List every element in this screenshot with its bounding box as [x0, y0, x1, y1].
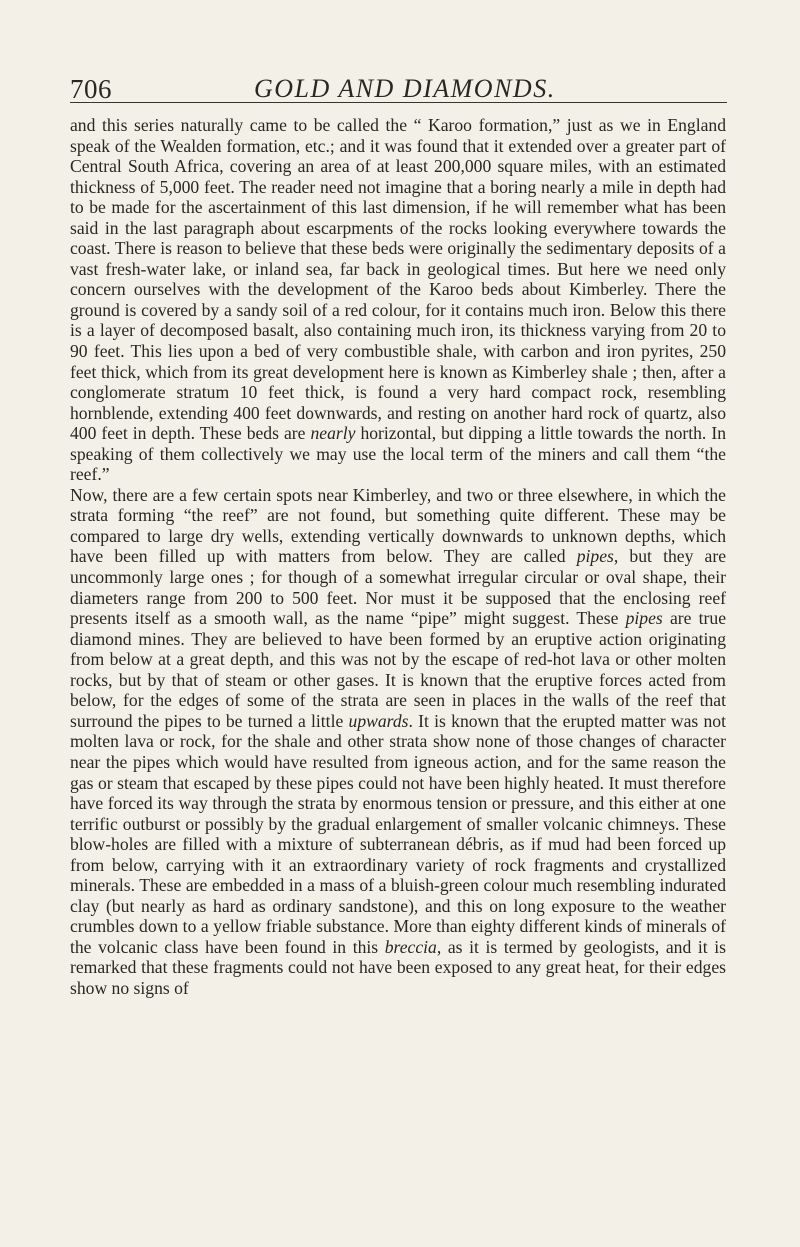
paragraph-1-emphasis-nearly: nearly: [310, 423, 356, 444]
body-text: [70, 115, 726, 999]
paragraph-2-text-d: . It is known that the erupted matter was not molten lava or rock, for the shale and other strata show none of those changes of character near the pipes which would have resulted from igneous action, and for the same reason the gas or steam that escaped by these pipes could not have been highly heated. It must therefore have forced its way through the strata by enormous tension or pressure, and this either at one terrific outburst or possibly by the gradual enlargement of smaller volcanic chimneys. These blow-holes are filled with a mixture of subterranean débris, as if mud had been forced up from below, carrying with it an extraordinary variety of rock fragments and crystallized minerals. These are embedded in a mass of a bluish-green colour much resembling indurated clay (but nearly as hard as ordinary sandstone), and this on long exposure to the weather crumbles down to a yellow friable substance. More than eighty different kinds of minerals of the volcanic class have been found in this: [70, 710, 726, 957]
paragraph-2: [70, 485, 726, 999]
header-rule: [70, 102, 727, 103]
page-number: 706: [70, 74, 112, 104]
paragraph-2-text-b: , but they are uncommonly large ones ; for though of a somewhat irregular circular or oval shape, their diameters range from 200 to 500 feet. Nor must it be supposed that the enclosing reef presents itself as a smooth wall, as the name “pipe” might suggest. These: [70, 546, 727, 629]
paragraph-2-text-a: Now, there are a few certain spots near Kimberley, and two or three elsewhere, in which the strata forming “the reef” are not found, but something quite different. These may be compared to large dry wells, extending vertically downwards to unknown depths, which have been filled up with matters from below. They are called: [70, 484, 726, 567]
paragraph-1-text-b: horizontal, but dipping a little towards the north. In speaking of them collectively we may use the local term of the miners and call them “the reef.”: [70, 423, 726, 485]
paragraph-2-emphasis-pipes-1: pipes: [576, 546, 614, 567]
paragraph-2-emphasis-pipes-2: pipes: [625, 608, 663, 629]
paragraph-2-text-c: are true diamond mines. They are believed to have been formed by an eruptive action originating from below at a great depth, and this was not by the escape of red-hot lava or other molten rocks, but by that of steam or other gases. It is known that the eruptive forces acted from below, for the edges of some of the strata are seen in places in the walls of the reef that surround the pipes to be turned a little: [70, 608, 726, 731]
paragraph-1: [70, 115, 726, 485]
running-title: GOLD AND DIAMONDS.: [254, 74, 556, 103]
paragraph-2-emphasis-breccia: breccia: [384, 936, 437, 957]
paragraph-1-text-a: and this series naturally came to be called the “ Karoo formation,” just as we in England speak of the Wealden formation, etc.; and it was found that it extended over a greater part of Central South Africa, covering an area of at least 200,000 square miles, with an estimated thickness of 5,000 feet. The reader need not imagine that a boring nearly a mile in depth had to be made for the ascertainment of this last dimension, if he will remember what has been said in the last paragraph about escarpments of the rocks looking everywhere towards the coast. There is reason to believe that these beds were originally the sedimentary deposits of a vast fresh-water lake, or inland sea, far back in geological times. But here we need only concern ourselves with the development of the Karoo beds about Kimberley. There the ground is covered by a sandy soil of a red colour, for it contains much iron. Below this there is a layer of decomposed basalt, also containing much iron, its thickness varying from 20 to 90 feet. This lies upon a bed of very combustible shale, with carbon and iron pyrites, 250 feet thick, which from its great development here is known as Kimberley shale ; then, after a conglomerate stratum 10 feet thick, is found a very hard compact rock, resembling hornblende, extending 400 feet downwards, and resting on another hard rock of quartz, also 400 feet in depth. These beds are: [70, 115, 726, 444]
paragraph-2-text-e: , as it is termed by geologists, and it is remarked that these fragments could not have been exposed to any great heat, for their edges show no signs of: [70, 936, 726, 998]
paragraph-2-emphasis-upwards: upwards: [348, 710, 409, 731]
